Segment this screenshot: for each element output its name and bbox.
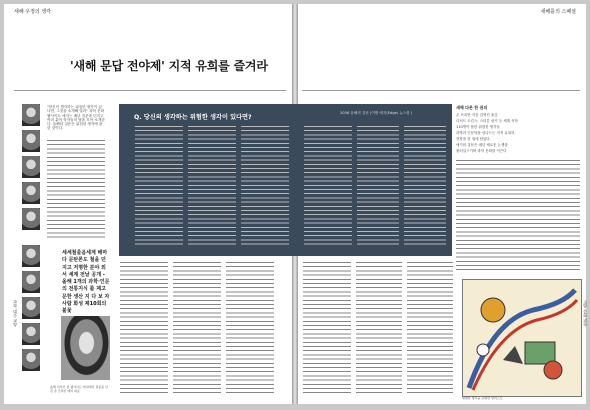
contributor-photo [22,104,40,126]
sidebar-line: 리처드 도킨스, 스티븐 핑커 등 세계 석학 [456,119,518,123]
illustration-caption: 위험한 생각을 표현한 일러스트 [462,396,503,400]
page-folio-right: 교양 문화 과학 [583,300,588,327]
body-text [356,262,402,394]
contributor-photo [22,349,40,371]
answer-text [304,126,352,248]
answer-text [135,126,183,248]
intro-text: "당신이 생각하는 위험한 생각이 있다면, 그것을 소개해 달라" 과학 문화 웹사이트 에지는 매년 질문을 던지고 여러 분야 학자들의 답을 모아 소개한다. 올해의 질문은 위험한 생각에 관한 것이다. [47,105,105,131]
answer-text [188,126,236,248]
sidebar-line: 존 브록만 지음 김영진 옮김 [456,113,498,117]
body-text [407,262,453,394]
intro-body-text [47,140,105,240]
sidebar-title: 새해 다른 한 권의 [456,105,488,110]
question-title: Q. 당신의 생각하는 위험한 생각이 있다면? [134,114,252,121]
illustration [462,279,582,397]
sidebar-line: 에지의 질문은 매년 새로운 논쟁을 [456,143,508,147]
portrait-caption: 올해 지식인 물 웹사이트 에지에서 질문을 던진 존 브록만 에지 대표 [50,385,108,393]
contributor-photo [22,208,40,230]
divider [302,90,580,91]
contributor-photo [22,130,40,152]
illustration-drawing [463,280,581,396]
question-label: 2006 올해의 질문 (이엔 에지(Edge) 뉴스를 ) [340,111,413,115]
body-text [120,262,168,394]
sidebar-body-text [456,160,580,270]
contributor-photo [22,297,40,319]
sidebar-text [456,112,580,154]
page-folio-left: 과학 대중 교양 [13,300,18,327]
section-header-right: 새해를의 스페셜 [540,9,576,15]
contributor-photo [22,182,40,204]
contributor-photo [22,245,40,267]
contributor-photos [22,104,40,234]
answer-text [357,126,399,248]
pull-quote: 세세철울음세계 해마다 문탄론도 철을 던지고 저명한 분야 외서 세계 전날 공개 - 올해 1개의 과학·인문의 전통지식 를 제고 문한 생산 지 다 보 자 사람 화성 제10회의 불꽃 [62,250,110,315]
sidebar-line: 과학과 인문학을 넘나드는 지적 유희의 [456,131,515,135]
contributor-photos [22,245,40,375]
body-text [173,262,221,394]
sidebar-line: 110명이 답한 위험한 생각들 [456,125,500,129]
contributor-photo [22,323,40,345]
body-text [226,262,274,394]
contributor-photo [22,271,40,293]
section-header-left: 새해 우정의 생각 [14,9,51,15]
portrait-photo [61,316,110,380]
article-headline: '새해 문답 전야제' 지적 유희를 즐겨라 [70,59,268,73]
contributor-photo [22,156,40,178]
answer-text [241,126,289,248]
divider [14,90,286,91]
body-text [303,262,351,394]
answer-text [404,126,446,248]
sidebar-line: 현장을 한 권에 담았다 [456,137,490,141]
sidebar-line: 불러일으키며 과학 문화를 이끈다 [456,149,507,153]
